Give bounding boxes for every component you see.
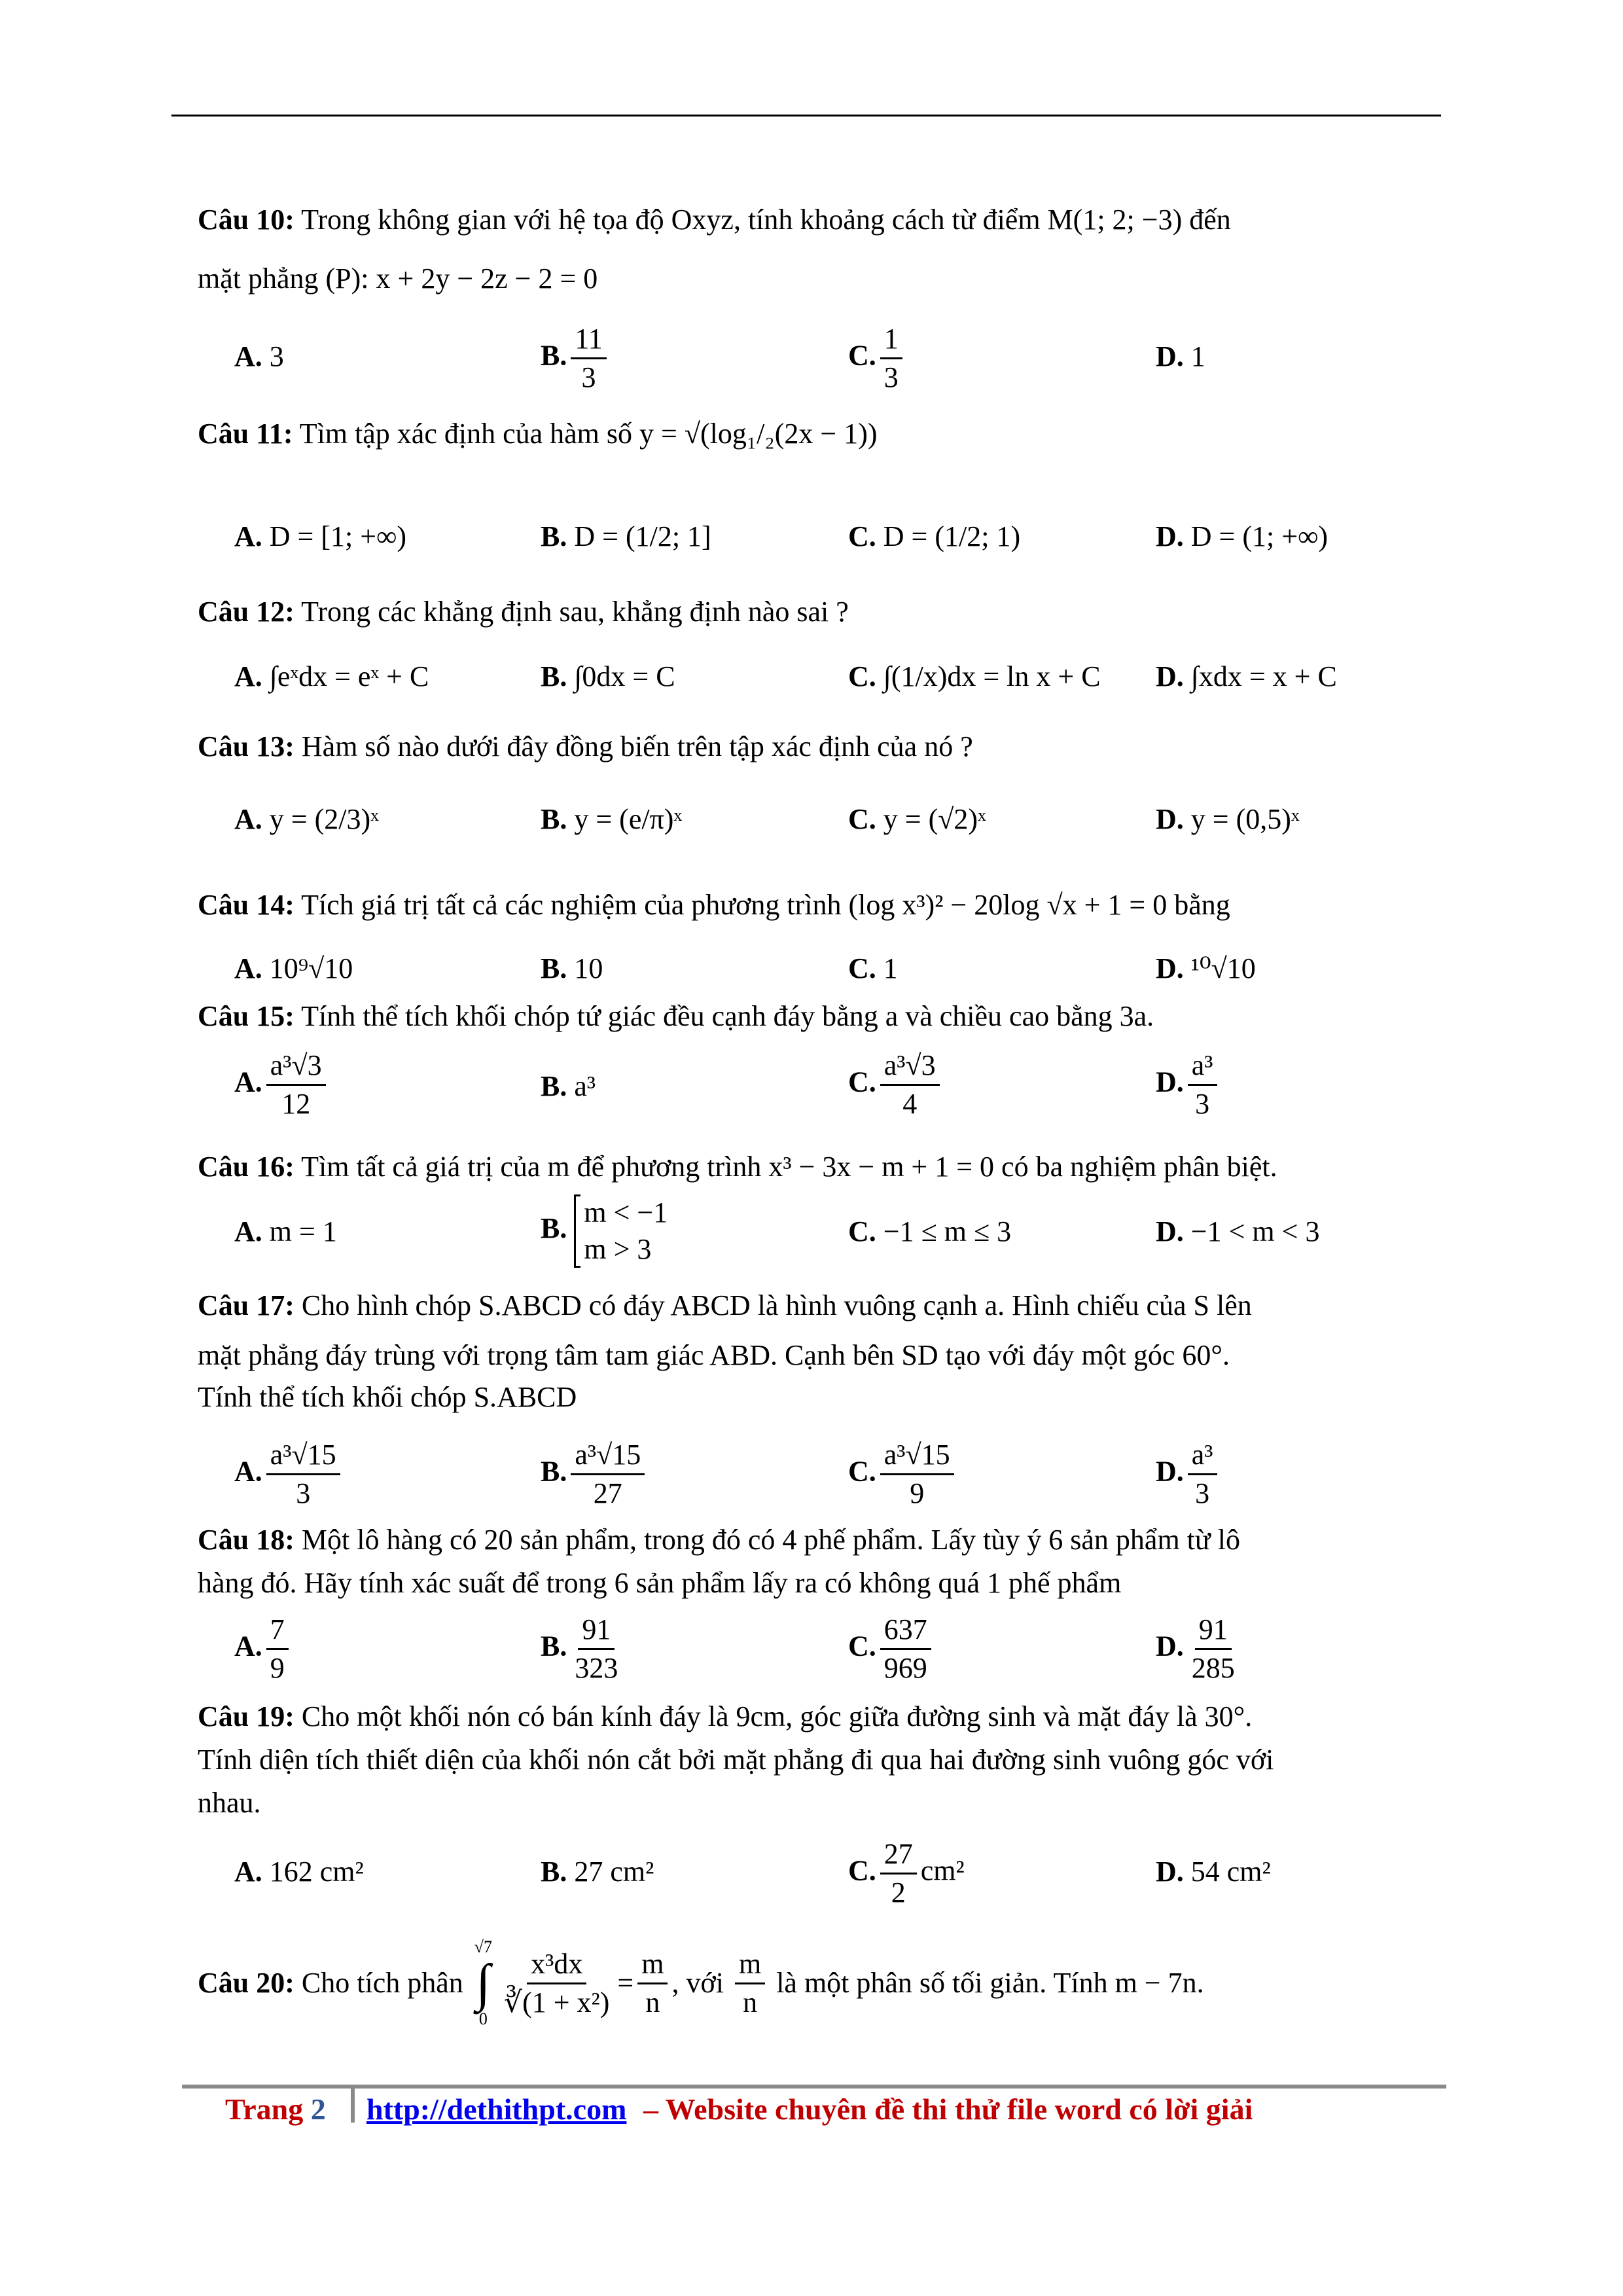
question-10: Câu 10: Trong không gian với hệ tọa độ Oxyz, tính khoảng cách từ điểm M(1; 2; −3) đến (198, 204, 1231, 236)
question-19-line3: nhau. (198, 1787, 261, 1819)
option: C. $\frac{27}{2}$ cm² (848, 1836, 965, 1911)
option: D. y = (0,5)ˣ (1156, 803, 1300, 835)
question-10-line2: mặt phẳng (P): x + 2y − 2z − 2 = 0 (198, 262, 598, 295)
question-18: Câu 18: Một lô hàng có 20 sản phẩm, trong đó có 4 phế phẩm. Lấy tùy ý 6 sản phẩm từ lô (198, 1524, 1240, 1556)
option: A. y = (2/3)ˣ (234, 803, 379, 835)
option: C. −1 ≤ m ≤ 3 (848, 1215, 1012, 1247)
option: A. ∫eˣdx = eˣ + C (234, 660, 429, 692)
option: C. D = (1/2; 1) (848, 520, 1021, 552)
option: A. m = 1 (234, 1215, 337, 1247)
question-19: Câu 19: Cho một khối nón có bán kính đáy là 9cm, góc giữa đường sinh và mặt đáy là 30°. (198, 1700, 1253, 1732)
question-14: Câu 14: Tích giá trị tất cả các nghiệm của phương trình (log x³)² − 20log √x + 1 = 0 bằng (198, 889, 1230, 921)
option: D. ¹⁰√10 (1156, 952, 1256, 984)
option: B. y = (e/π)ˣ (541, 803, 683, 835)
option: B. ∫0dx = C (541, 660, 675, 692)
option: A. 162 cm² (234, 1856, 364, 1888)
question-12: Câu 12: Trong các khẳng định sau, khẳng định nào sai ? (198, 596, 849, 628)
option: C. $\frac{\text{a³√15}}{9}$ (848, 1437, 958, 1512)
question-16: Câu 16: Tìm tất cả giá trị của m để phương trình x³ − 3x − m + 1 = 0 có ba nghiệm phân biệt. (198, 1151, 1277, 1183)
option: A. $\frac{7}{9}$ (234, 1611, 293, 1687)
question-17-line2: mặt phẳng đáy trùng với trọng tâm tam giác ABD. Cạnh bên SD tạo với đáy một góc 60°. (198, 1339, 1230, 1371)
option: A. $\frac{\text{a³√3}}{12}$ (234, 1047, 330, 1122)
option: A. $\frac{\text{a³√15}}{3}$ (234, 1437, 344, 1512)
footer-separator (351, 2089, 355, 2123)
option: C. $\frac{637}{969}$ (848, 1611, 935, 1687)
option: C. $\frac{1}{3}$ (848, 321, 906, 396)
option: B. m < −1 m > 3 (541, 1194, 668, 1268)
option: D. $\frac{91}{285}$ (1156, 1611, 1243, 1687)
option: B. $\frac{91}{323}$ (541, 1611, 626, 1687)
footer-tagline: – Website chuyên đề thi thử file word có lời giải (643, 2092, 1253, 2126)
question-15: Câu 15: Tính thể tích khối chóp tứ giác đều cạnh đáy bằng a và chiều cao bằng 3a. (198, 1000, 1154, 1032)
question-18-line2: hàng đó. Hãy tính xác suất để trong 6 sản phẩm lấy ra có không quá 1 phế phẩm (198, 1567, 1122, 1599)
option: D. ∫xdx = x + C (1156, 660, 1337, 692)
website-link[interactable]: http://dethithpt.com (366, 2092, 627, 2126)
option: D. $\frac{\text{a³}}{3}$ (1156, 1437, 1221, 1512)
bracket-system: m < −1 m > 3 (574, 1194, 668, 1268)
option: D. −1 < m < 3 (1156, 1215, 1320, 1247)
page-number: Trang 2 (225, 2092, 326, 2126)
option: C. ∫(1/x)dx = ln x + C (848, 660, 1101, 692)
question-17-line3: Tính thể tích khối chóp S.ABCD (198, 1381, 577, 1413)
option: D. 54 cm² (1156, 1856, 1271, 1888)
question-11: Câu 11: Tìm tập xác định của hàm số y = √(log₁/₂(2x − 1)) (198, 418, 878, 450)
integral-sign: √7 ∫ 0 (474, 1937, 493, 2028)
option: B. a³ (541, 1070, 596, 1102)
option: B. $\frac{11}{3}$ (541, 321, 611, 396)
footer-rule (182, 2085, 1446, 2089)
option: C. 1 (848, 952, 898, 984)
option: C. $\frac{\text{a³√3}}{4}$ (848, 1047, 944, 1122)
option: D. $\frac{\text{a³}}{3}$ (1156, 1047, 1221, 1122)
question-19-line2: Tính diện tích thiết diện của khối nón cắt bởi mặt phẳng đi qua hai đường sinh vuông góc với (198, 1744, 1274, 1776)
question-20: Câu 20: Cho tích phân √7 ∫ 0 $\frac{\text{x³dx}}{\text{∛(1 + x²)}}$ = $\frac{m}{n}$ , với $\frac{m}{n}$ là một phân số tối giản. Tính m − 7n. (198, 1937, 1204, 2028)
option: B. D = (1/2; 1] (541, 520, 711, 552)
option: B. 27 cm² (541, 1856, 654, 1888)
option: A. 10⁹√10 (234, 952, 353, 984)
question-13: Câu 13: Hàm số nào dưới đây đồng biến trên tập xác định của nó ? (198, 730, 973, 762)
question-17: Câu 17: Cho hình chóp S.ABCD có đáy ABCD là hình vuông cạnh a. Hình chiếu của S lên (198, 1289, 1252, 1321)
option: A. D = [1; +∞) (234, 520, 407, 552)
option: B. $\frac{\text{a³√15}}{27}$ (541, 1437, 649, 1512)
option: C. y = (√2)ˣ (848, 803, 986, 835)
option: A. 3 (234, 340, 284, 372)
option: B. 10 (541, 952, 603, 984)
option: D. D = (1; +∞) (1156, 520, 1329, 552)
header-rule (171, 115, 1441, 117)
option: D. 1 (1156, 340, 1205, 372)
